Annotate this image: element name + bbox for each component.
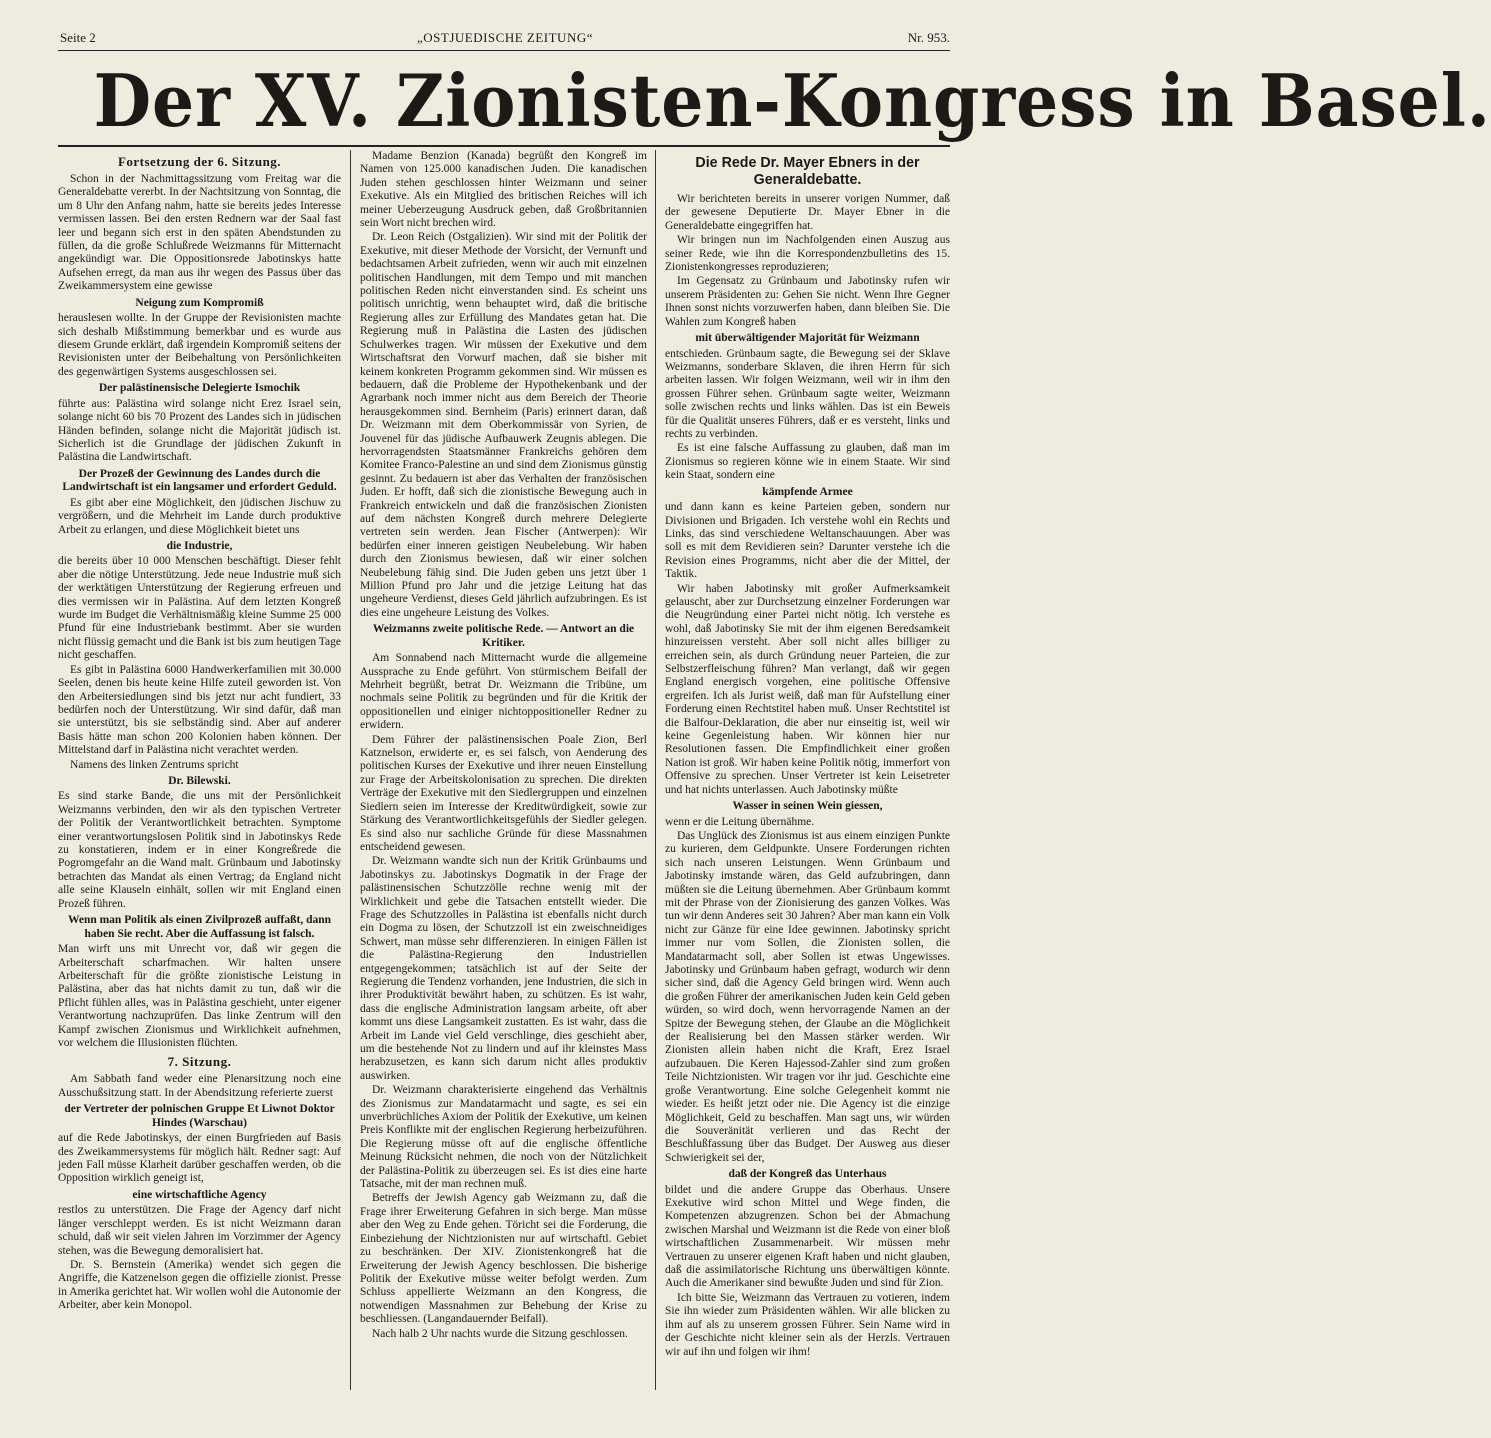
subheading: Der Prozeß der Gewinnung des Landes durch die Landwirtschaft ist ein langsamer und erfordert Geduld. (62, 467, 337, 494)
subheading: eine wirtschaftliche Agency (132, 1188, 267, 1201)
subheading: Wasser in seinen Wein giessen, (732, 800, 883, 813)
column-2 (360, 150, 647, 1390)
subheading: Dr. Bilewski. (168, 774, 231, 787)
section-heading: Fortsetzung der 6. Sitzung. (117, 154, 282, 169)
subheading: die Industrie, (166, 539, 233, 552)
paragraph: Am Sonnabend nach Mitternacht wurde die allgemeine Aussprache zu Ende geführt. Von stürmischem Beifall der Mehrheit begrüßt, betrat Dr. Weizmann die Tribüne, um nochmals seine Politik zu begründen und für die Kritik der oppositionellen und einiger nichtoppositioneller Redner zu erwidern. (360, 652, 647, 732)
paragraph: Es gibt aber eine Möglichkeit, den jüdischen Jischuw zu vergrößern, und die Mehrheit im Lande durch produktive Arbeit zu erlangen, und diese Möglichkeit bietet uns (58, 496, 341, 536)
paragraph: Wir bringen nun im Nachfolgenden einen Auszug aus seiner Rede, wie ihn die Korrespondenzbulletins des 15. Zionistenkongresses reproduzieren; (665, 234, 950, 274)
page-title: Der XV. Zionisten-Kongress in Basel. (93, 58, 1491, 143)
paragraph: Es sind starke Bande, die uns mit der Persönlichkeit Weizmanns verbinden, den wir als den typischen Vertreter der Politik der Verantwortlichkeit betrachten. Symptome einer verantwortungslosen Politik sind in Jabotinskys Rede zu konstatieren, indem er in einer Kongreßrede die Pogromgefahr an die Wand malt. Grünbaum und Jabotinsky betrachten das Mandat als einen Vertrag; da England nicht alle seine Klauseln einhält, sollen wir mit England einen Prozeß führen. (58, 790, 341, 910)
section-heading: 7. Sitzung. (167, 1054, 232, 1070)
subheading: Wenn man Politik als einen Zivilprozeß auffaßt, dann haben Sie recht. Aber die Auffassung ist falsch. (67, 914, 332, 940)
subheading: daß der Kongreß das Unterhaus (728, 1168, 887, 1181)
newspaper-name: „OSTJUEDISCHE ZEITUNG“ (416, 30, 593, 45)
paragraph: Wir haben Jabotinsky mit großer Aufmerksamkeit gelauscht, aber zur Durchsetzung einzelner Forderungen war die Neugründung einer Partei nicht nötig. Ich verstehe es wohl, daß Jabotinsky Sie mit der ihm eigenen Beredsamkeit hinzureissen versteht. Aber soll nicht alles billiger zu erreichen sein, als durch Gründung neuer Parteien, die zur Selbstzerfleischung führen? Man verlangt, daß wir gegen England energisch vorgehen, eine politische Offensive ergreifen. Ich als Jurist weiß, daß man für Aufstellung einer Forderung einen Rechtstitel haben muß. Unser Rechtstitel ist die Balfour-Deklaration, die aber nur einseitig ist, weil wir keine Gegenleistung haben. Wir können hier nur Resolutionen fassen. Die Empfindlichkeit einer großen Nation ist groß. Wir haben keine Politik nötig, immerfort von Offensive zu sprechen. Unser Vertreter ist kein Leisetreter und hat nichts unterlassen. Auch Jabotinsky müßte (665, 582, 950, 796)
page-header (60, 30, 950, 50)
subheading: der Vertreter der polnischen Gruppe Et Liwnot Doktor Hindes (Warschau) (64, 1103, 335, 1129)
paragraph: Es gibt in Palästina 6000 Handwerkerfamilien mit 30.000 Seelen, denen bis heute keine Hilfe zuteil geworden ist. Von den Arbeitersiedlungen sind bis jetzt nur acht fundiert, 33 bedürfen noch der Unterstützung. Wir sind dafür, daß man sie unterstützt, bis sie selbständig sind. Aber auf anderer Basis hätte man schon 200 Kolonien haben können. Der Mittelstand darf in Palästina nicht verachtet werden. (58, 663, 341, 757)
paragraph: Man wirft uns mit Unrecht vor, daß wir gegen die Arbeiterschaft scharfmachen. Wir halten unsere Arbeiterschaft für die größte zionistische Leistung in Palästina, aber das hat nichts damit zu tun, daß wir die Pflicht fühlen alles, was in Palästina geschieht, unter eigener Verantwortung nachzuprüfen. Das linke Zentrum will den Kampf zwischen Zionismus und Wirklichkeit aufnehmen, vor welchem die Illusionisten flüchten. (58, 943, 341, 1049)
column-divider (350, 150, 351, 1390)
paragraph: Schon in der Nachmittagssitzung vom Freitag war die Generaldebatte vererbt. In der Nachtsitzung von Sonntag, die um 8 Uhr den Anfang nahm, hatte sie bereits jedes Interesse vermissen lassen. Bei den ersten Rednern war der Saal fast leer und begann sich erst in den späten Abendstunden zu füllen, da die große Schlußrede Weizmanns für Mitternacht angekündigt war. Die Oppositionsrede Jabotinskys hatte Aufsehen erregt, da man aus ihr wegen des Passus über das Zweikammersystem eine gewisse (58, 173, 341, 293)
paragraph: Dr. S. Bernstein (Amerika) wendet sich gegen die Angriffe, die Katzenelson gegen die offizielle zionist. Presse in Amerika gerichtet hat. Wir wollen wohl die Autonomie der Arbeiter, aber kein Monopol. (58, 1258, 341, 1312)
paragraph: Ich bitte Sie, Weizmann das Vertrauen zu votieren, indem Sie ihn wieder zum Präsidenten wählen. Wir alle blicken zu ihm auf als zu unserem grossen Führer. Sein Name wird in der Geschichte nicht kleiner sein als der Herzls. Vertrauen wir auf ihn und folgen wir ihm! (665, 1291, 950, 1358)
title-rule (58, 145, 950, 147)
issue-number: Nr. 953. (907, 30, 950, 45)
paragraph: auf die Rede Jabotinskys, der einen Burgfrieden auf Basis des Zweikammersystems für möglich hält. Redner sagt: Auf jeden Fall müsse Klarheit darüber geschaffen werden, ob die Opposition wirklich geneigt ist, (58, 1132, 341, 1185)
paragraph: Das Unglück des Zionismus ist aus einem einzigen Punkte zu kurieren, dem Geldpunkte. Unsere Forderungen richten sich nach unseren Leistungen. Wenn Grünbaum und Jabotinsky imstande wären, das Geld aufzubringen, dann müßten sie die Leitung übernehmen. Aber Grünbaum kommt mit der Phrase von der Zionisierung des ganzen Volkes. Was tun wir denn Anderes seit 30 Jahren? Aber man kann ein Volk nicht zur Gänze für eine Idee gewinnen. Jabotinsky spricht immer nur vom Sollen, die Zionisten sollen, die Mandatarmacht soll, aber Sollen ist etwas Ungewisses. Jabotinsky und Grünbaum haben gefragt, wodurch wir denn sicher sind, daß die Agency Geld bringen wird. Wenn auch die großen Führer der amerikanischen Juden kein Geld geben würden, so wird doch, wenn hervorragende Namen an der Spitze der Bewegung stehen, der Glaube an die Möglichkeit der Realisierung bei den Massen stärker werden. Wir Zionisten allein haben nicht die Kraft, Erez Israel aufzubauen. Die Keren Hajessod-Zahler sind zum großen Teile Nichtzionisten. Wir tragen vor ihr jud. Geschichte eine große Verantwortung. Eine solche Gelegenheit kommt nie wieder. Es heißt jetzt oder nie. Die Agency ist die einzige Möglichkeit, Geld zu beschaffen. Man sagt uns, wir würden die Souveränität verlieren und das Recht der Beschlußfassung über das Budget. Der Ausweg aus dieser Schwierigkeit sei der, (665, 829, 950, 1164)
paragraph: Betreffs der Jewish Agency gab Weizmann zu, daß die Frage ihrer Erweiterung Gefahren in sich berge. Man müsse aber den Weg zu Ende gehen. Töricht sei die Forderung, die Einbeziehung der Nichtzionisten nur auf wirtschaftl. Gebiet zu beschränken. Der XIV. Zionistenkongreß hat die Erweiterung der Jewish Agency beschlossen. Die bisherige Politik der Exekutive müsse weiter befolgt werden. Zum Schluss appellierte Weizmann an den Kongress, die notwendigen Massnahmen zur Behebung der Krise zu beschliessen. (Langandauernder Beifall). (360, 1192, 647, 1326)
column-1 (58, 150, 341, 1390)
subheading: Neigung zum Kompromiß (135, 296, 264, 309)
subheading: kämpfende Armee (762, 485, 853, 498)
column-3 (665, 150, 950, 1390)
subheading: mit überwältigender Majorität für Weizmann (695, 332, 920, 345)
paragraph: führte aus: Palästina wird solange nicht Erez Israel sein, solange nicht 60 bis 70 Prozent des Landes sich in jüdischen Händen befinden, solange nicht die Majorität jüdisch ist. Sicherlich ist die Grundlage der jüdischen Zukunft in Palästina die Landwirtschaft. (58, 397, 341, 464)
paragraph: Dr. Weizmann charakterisierte eingehend das Verhältnis des Zionismus zur Mandatarmacht und sagte, es sei ein unverbrüchliches Axiom der Politik der Exekutive, um keinen Preis Konflikte mit der englischen Regierung herbeizuführen. Die Regierung müsse oft auf die englische öffentliche Meinung Rücksicht nehmen, die noch von der Nützlichkeit der Palästina-Politik zu überzeugen sei. Es ist dies eine harte Tatsache, mit der man rechnen muß. (360, 1084, 647, 1191)
paragraph: Dr. Weizmann wandte sich nun der Kritik Grünbaums und Jabotinskys zu. Jabotinskys Dogmatik in der Frage der palästinensischen Schutzzölle rechne wenig mit der Wirklichkeit und gebe die Tatsachen entstellt wieder. Die Frage des Schutzzolles in Palästina ist ebenfalls nicht durch ein Dogma zu lösen, der Schutzzoll ist ein zweischneidiges Schwert, man müsse sehr differenzieren. In einigen Fällen ist die Palästina-Regierung den Industriellen entgegengekommen; tatsächlich ist auf der Seite der Regierung die Tendenz vorhanden, jene Industrien, die sich in ihrer Produktivität bewährt haben, zu schützen. Es ist wahr, dass die englische Administration langsam arbeite, oft aber kommt uns diese Langsamkeit zustatten. Es ist wahr, dass die Arbeit im Lande viel Geld verschlinge, dies geschieht aber, um die bestehende Not zu lindern und auf ihr kleinstes Mass herabzusetzen, es kann sich darum nicht alles produktiv auswirken. (360, 855, 647, 1082)
subheading: Der palästinensische Delegierte Ismochik (98, 382, 301, 395)
column-divider (655, 150, 656, 1390)
paragraph: und dann kann es keine Parteien geben, sondern nur Divisionen und Brigaden. Ich verstehe wohl ein Rechts und Links, das sind verschiedene Weltanschauungen. Aber was soll es mit dem Revidieren sein? Darunter verstehe ich die Revision eines Programms, nicht aber die der Mittel, der Taktik. (665, 501, 950, 581)
paragraph: Namens des linken Zentrums spricht (70, 758, 239, 771)
paragraph: Nach halb 2 Uhr nachts wurde die Sitzung geschlossen. (372, 1327, 628, 1340)
paragraph: Im Gegensatz zu Grünbaum und Jabotinsky rufen wir unserem Präsidenten zu: Gehen Sie nicht. Wenn Ihre Gegner Ihnen sonst nichts vorzuwerfen haben, dann bleiben Sie. Die Wahlen zum Kongreß haben (665, 275, 950, 328)
header-rule (58, 50, 950, 51)
paragraph: herauslesen wollte. In der Gruppe der Revisionisten machte sich deshalb Mißstimmung bemerkbar und es wurde aus diesem Grunde erklärt, daß irgendein Kompromiß seitens der Revisionisten unter der Beibehaltung von Persönlichkeiten des gegenwärtigen Systems ausgeschlossen sei. (58, 312, 341, 378)
subheading: Weizmanns zweite politische Rede. — Antwort an die Kritiker. (372, 623, 635, 649)
paragraph: Es ist eine falsche Auffassung zu glauben, daß man im Zionismus so regieren könne wie in einem Staate. Wir sind kein Staat, sondern eine (665, 442, 950, 482)
paragraph: Wir berichteten bereits in unserer vorigen Nummer, daß der gewesene Deputierte Dr. Mayer Ebner in die Generaldebatte eingegriffen hat. (665, 193, 950, 232)
paragraph: Dem Führer der palästinensischen Poale Zion, Berl Katznelson, erwiderte er, es sei falsch, von Aenderung des politischen Kurses der Exekutive und ihrer neuen Einstellung zur Frage der Arbeitskolonisation zu sprechen. Die direkten Verträge der Exekutive mit den Siedlergruppen und einzelnen Siedlern seien im Interesse der Kreditwürdigkeit, sowie zur Stärkung des Verantwortlichkeitsgefühls der Siedler gelegen. Es sind also nur sachliche Gründe für diese Massnahmen entscheidend gewesen. (360, 733, 647, 853)
paragraph: entschieden. Grünbaum sagte, die Bewegung sei der Sklave Weizmanns, sonderbare Sklaven, die ihren Herrn für sich arbeiten lassen. Wir folgen Weizmann, weil wir in ihm den grossen Führer sehen. Grünbaum sagte weiter, Weizmann solle zwischen rechts und links wählen. Das ist ein Beweis für die Qualität unseres Führers, daß er es versteht, links und rechts zu verbinden. (665, 347, 950, 440)
paragraph: wenn er die Leitung übernähme. (665, 815, 815, 828)
paragraph: Am Sabbath fand weder eine Plenarsitzung noch eine Ausschußsitzung statt. In der Abendsitzung referierte zuerst (58, 1073, 341, 1099)
article-heading: Die Rede Dr. Mayer Ebners in der Generaldebatte. (695, 154, 920, 188)
paragraph: Dr. Leon Reich (Ostgalizien). Wir sind mit der Politik der Exekutive, mit dieser Methode der Vorsicht, der Vernunft und bedachtsamen Arbeit zufrieden, wenn wir auch mit einzelnen politischen Handlungen, mit dem Tempo und mit manchen politischen Reden nicht einverstanden sind. Es scheint uns politisch unrichtig, wenn behauptet wird, daß die britische Regierung alles zur Erfüllung des Mandates getan hat. Die Regierung muß in Palästina die Lasten des jüdischen Schulwerkes tragen. Wir müssen der Exekutive und dem Wirtschaftsrat den Vorwurf machen, daß sie bisher mit keinem konkreten Programm gekommen sind. Wir müssen es bedauern, daß die Probleme der Hypothekenbank und der Agrarbank noch immer nicht aus dem Bereich der Theorie herausgekommen sind. Bernheim (Paris) erinnert daran, daß Dr. Weizmann mit dem Oberkommissär von Syrien, de Jouvenel für das jüdische Aufbauwerk Zeugnis ablegen. Die hervorragendsten Staatsmänner Frankreichs gehören dem Komitee Franco-Palestine an und sind dem Zionismus günstig gesinnt. Zu bedauern ist aber das Verhalten der französischen Juden. Er hofft, daß sich die zionistische Bewegung auch in Frankreich entwickeln und daß die französischen Zionisten auf dem nächsten Kongreß durch mehrere Delegierte vertreten sein werden. Jean Fischer (Antwerpen): Wir bedürfen einer inneren geistigen Neubelebung. Wir haben durch den Zionismus bewiesen, daß wir einer solchen Neubelebung fähig sind. Die Juden geben uns jetzt über 1 Million Pfund pro Jahr und die jetzige Leitung hat das ungeheure Verdienst, dieses Geld jährlich aufzubringen. Es ist dies eine ungeheure Leistung des Volkes. (360, 231, 647, 619)
paragraph: Madame Benzion (Kanada) begrüßt den Kongreß im Namen von 125.000 kanadischen Juden. Die kanadischen Juden stehen geschlossen hinter Weizmann und seiner Exekutive. Als ein Mitglied des britischen Reiches will ich meiner Ueberzeugung Ausdruck geben, daß Großbritannien sein Wort nicht brechen wird. (360, 150, 647, 230)
paragraph: bildet und die andere Gruppe das Oberhaus. Unsere Exekutive wird schon Mittel und Wege finden, die Kompetenzen abzugrenzen. Schon bei der Abmachung zwischen Marshal und Weizmann ist die Rede von einer bloß wirtschaftlichen Zusammenarbeit. Wir müssen mehr Vertrauen zu unserer eigenen Kraft haben und nicht glauben, daß die assimilatorische Richtung uns überwältigen könnte. Auch die Amerikaner sind bewußte Juden und sind für Zion. (665, 1183, 950, 1290)
page-number: Seite 2 (60, 30, 96, 45)
paragraph: restlos zu unterstützen. Die Frage der Agency darf nicht länger verschleppt werden. Es ist nicht Weizmann daran schuld, daß wir seit vielen Jahren im Vorzimmer der Agency stehen, was die Bewegung demoralisiert hat. (58, 1204, 341, 1257)
paragraph: die bereits über 10 000 Menschen beschäftigt. Dieser fehlt aber die nötige Unterstützung. Jede neue Industrie muß sich der werktätigen Unterstützung der Regierung erfreuen und dies vermissen wir in Palästina. Auf dem letzten Kongreß wurde im Budget die Verhältnismäßig kleine Summe 25 000 Pfund für eine Industriebank bestimmt. Aber sie wurden nicht flüssig gemacht und die Bank ist bis zum heutigen Tage nicht geschaffen. (58, 555, 341, 662)
